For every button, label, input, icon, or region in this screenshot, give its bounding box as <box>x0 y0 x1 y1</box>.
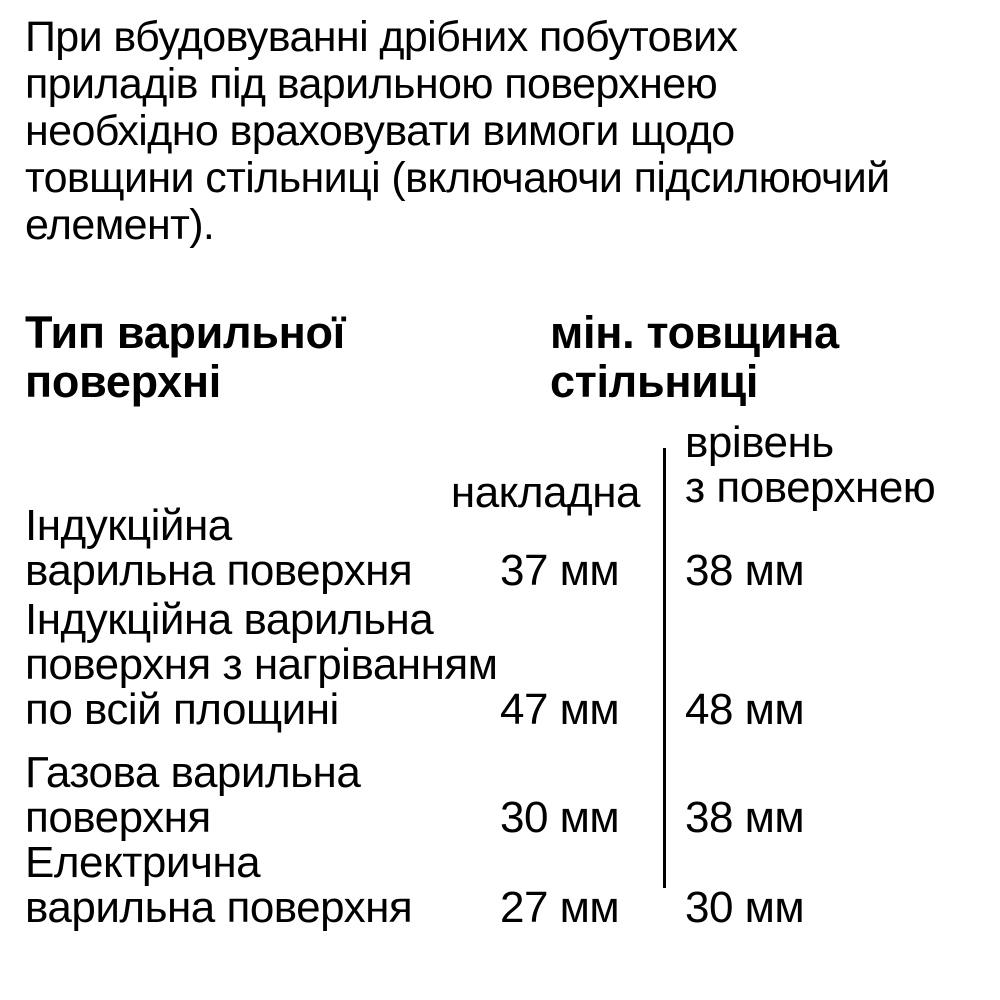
row-label <box>25 503 500 593</box>
row-label-line: Газова варильна <box>25 748 361 797</box>
row-label <box>25 840 500 930</box>
table-header-min-thickness <box>550 308 839 406</box>
table-row-induction-hob <box>25 503 985 593</box>
row-label <box>25 597 500 732</box>
table-header-min-thickness-line: стільниці <box>550 356 759 407</box>
row-label-line: поверхня <box>25 793 211 842</box>
flush-thickness-value: 48 мм <box>685 685 805 734</box>
table-header-min-thickness-line: мін. товщина <box>550 307 839 358</box>
subheader-overlay-mount: накладна <box>450 468 640 517</box>
intro-line: При вбудовуванні дрібних побутових <box>25 13 738 61</box>
row-label-line: Електрична <box>25 838 261 887</box>
table-row-induction-full-surface-hob <box>25 597 985 732</box>
table-row-gas-hob <box>25 750 985 840</box>
overlay-thickness-value: 30 мм <box>500 793 620 842</box>
subheader-flush-mount <box>685 420 935 510</box>
flush-thickness-value: 38 мм <box>685 546 805 595</box>
row-label-line: варильна поверхня <box>25 883 413 932</box>
intro-line: елемент). <box>25 201 215 249</box>
overlay-thickness-value: 37 мм <box>500 546 620 595</box>
subheader-flush-mount-line: з поверхнею <box>685 463 936 512</box>
row-label-line: Індукційна <box>25 501 232 550</box>
row-label-line: варильна поверхня <box>25 546 413 595</box>
row-label <box>25 750 500 840</box>
flush-thickness-value: 38 мм <box>685 793 805 842</box>
table-row-electric-hob <box>25 840 985 930</box>
flush-thickness-value: 30 мм <box>685 883 805 932</box>
subheader-flush-mount-line: врівень <box>685 418 834 467</box>
row-label-line: Індукційна варильна <box>25 595 434 644</box>
row-label-line: по всій площині <box>25 685 339 734</box>
intro-line: товщини стільниці (включаючи підсилюючий <box>25 154 890 202</box>
table-header-hob-type <box>25 308 345 406</box>
intro-paragraph <box>25 14 890 249</box>
row-label-line: поверхня з нагріванням <box>25 640 498 689</box>
overlay-thickness-value: 27 мм <box>500 883 620 932</box>
overlay-thickness-value: 47 мм <box>500 685 620 734</box>
table-header-hob-type-line: поверхні <box>25 356 221 407</box>
table-header-hob-type-line: Тип варильної <box>25 307 346 358</box>
intro-line: приладів під варильною поверхнею <box>25 60 718 108</box>
intro-line: необхідно враховувати вимоги щодо <box>25 107 735 155</box>
